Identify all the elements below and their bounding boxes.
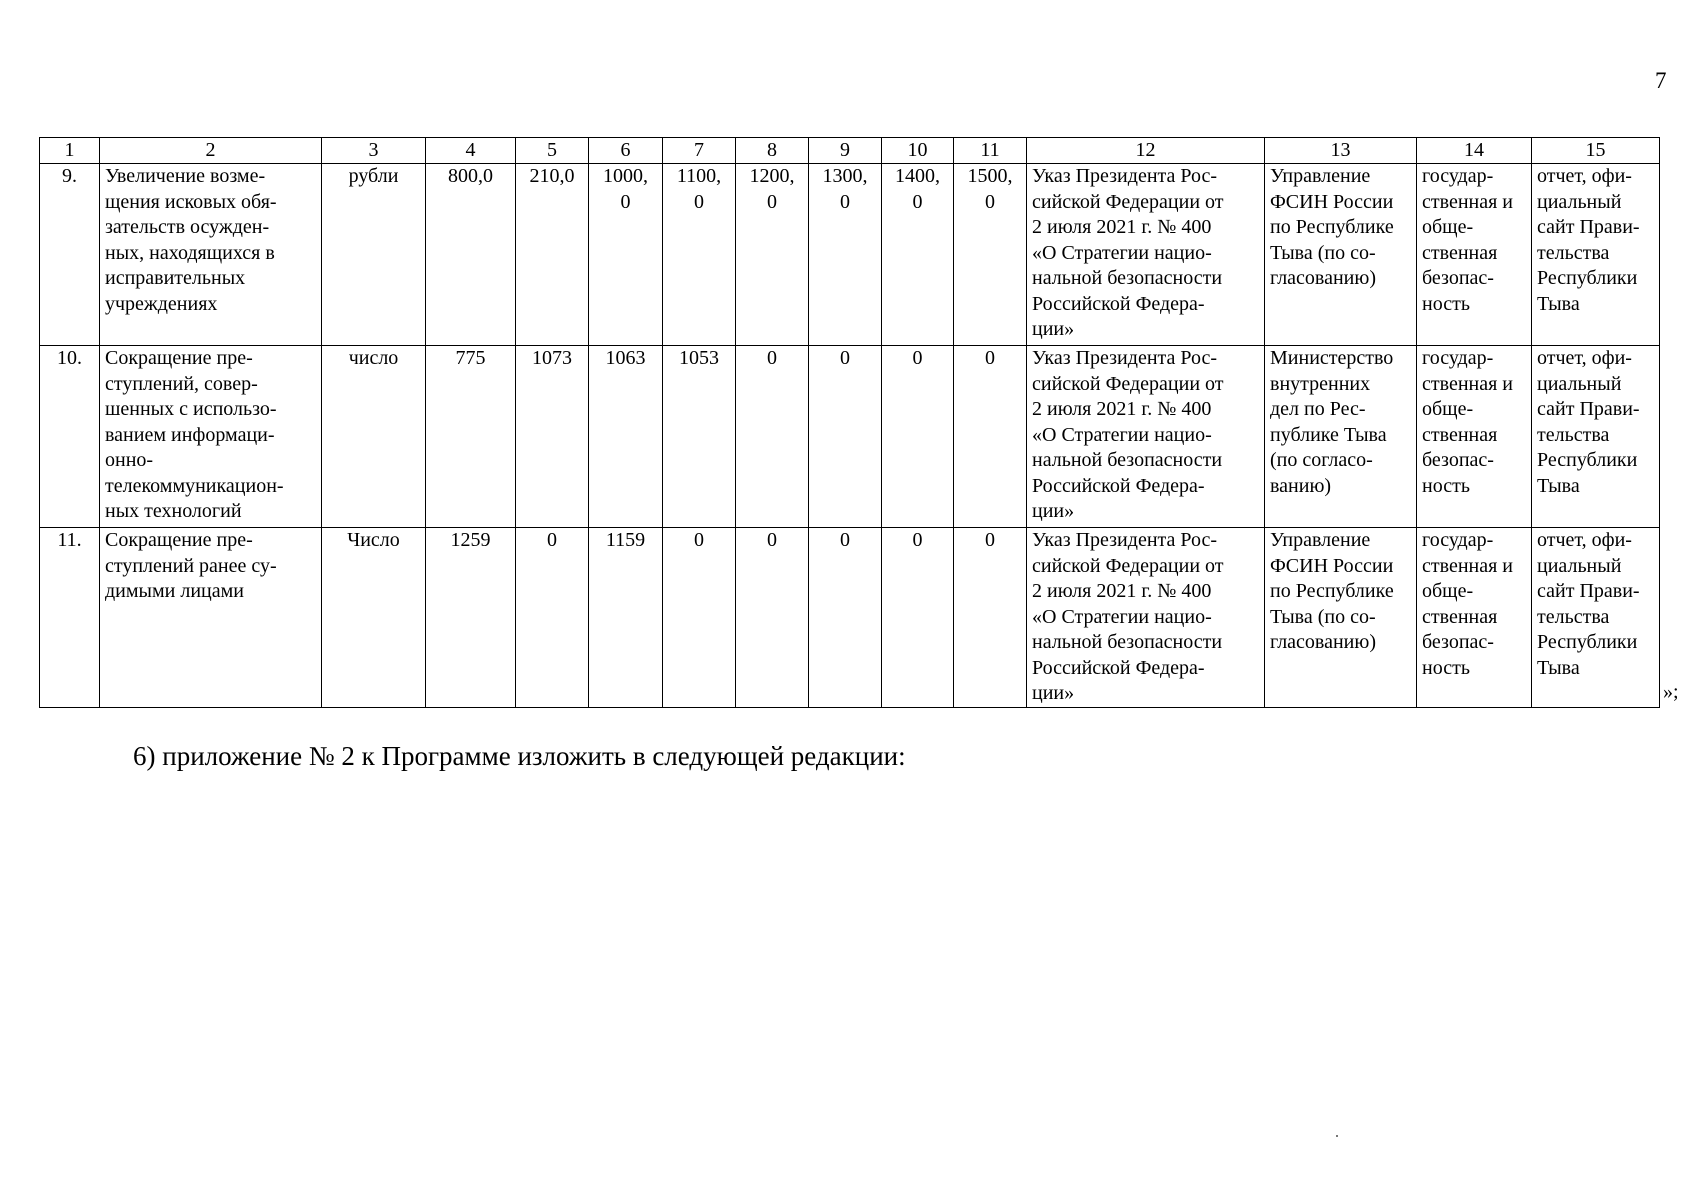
header-cell: 2 bbox=[100, 138, 322, 164]
program-cell-line: безопас- bbox=[1422, 631, 1494, 653]
table-body bbox=[40, 164, 1660, 708]
source-cell-line: Республики bbox=[1537, 449, 1638, 471]
header-cell: 6 bbox=[589, 138, 663, 164]
indicator-cell-line: щения исковых обя- bbox=[105, 190, 277, 213]
header-cell: 1 bbox=[40, 138, 100, 164]
header-cell: 12 bbox=[1027, 138, 1265, 164]
legal-basis-cell-line: ции» bbox=[1032, 500, 1075, 522]
indicator-cell-line: исправительных bbox=[105, 267, 246, 289]
program-cell-line: ность bbox=[1422, 474, 1470, 497]
legal-basis-cell-line: Указ Президента Рос- bbox=[1032, 165, 1218, 187]
legal-basis-cell-line: Указ Президента Рос- bbox=[1032, 529, 1218, 551]
value-cell-line: 1400, bbox=[895, 165, 940, 187]
value-cell-line: 1053 bbox=[679, 347, 719, 369]
value-cell-line: 1100, bbox=[676, 165, 722, 187]
responsible-cell-line: публике Тыва bbox=[1270, 423, 1387, 446]
source-cell-line: отчет, офи- bbox=[1537, 165, 1632, 187]
legal-basis-cell-line: Российской Федера- bbox=[1032, 292, 1205, 315]
source-cell-line: тельства bbox=[1537, 605, 1610, 628]
legal-basis-cell bbox=[1027, 164, 1265, 346]
legal-basis-cell bbox=[1027, 346, 1265, 528]
value-cell bbox=[516, 528, 589, 708]
table-header-row bbox=[40, 138, 1660, 164]
value-cell-line: 0 bbox=[767, 529, 777, 551]
legal-basis-cell-line: «О Стратегии нацио- bbox=[1032, 423, 1212, 446]
header-cell: 15 bbox=[1532, 138, 1660, 164]
header-cell: 5 bbox=[516, 138, 589, 164]
table-row bbox=[40, 528, 1660, 708]
responsible-cell-line: внутренних bbox=[1270, 372, 1371, 395]
indicator-cell-line: ступлений, совер- bbox=[105, 372, 258, 395]
value-cell-line: 0 bbox=[767, 347, 777, 369]
closing-quote: »; bbox=[1663, 681, 1679, 703]
value-cell-line: 800,0 bbox=[448, 165, 493, 187]
value-cell bbox=[954, 164, 1027, 346]
header-cell: 4 bbox=[426, 138, 516, 164]
indicator-cell-line: телекоммуникацион- bbox=[105, 474, 284, 497]
legal-basis-cell-line: Указ Президента Рос- bbox=[1032, 347, 1218, 369]
table-row bbox=[40, 164, 1660, 346]
program-cell-line: ность bbox=[1422, 292, 1470, 315]
value-cell-line: 0 bbox=[547, 529, 557, 551]
indicator-cell bbox=[100, 346, 322, 528]
unit-cell: Число bbox=[322, 528, 426, 708]
source-cell bbox=[1532, 346, 1660, 528]
source-cell-line: тельства bbox=[1537, 423, 1610, 446]
value-cell bbox=[882, 528, 954, 708]
source-cell-line: сайт Прави- bbox=[1537, 398, 1640, 420]
value-cell-line: 0 bbox=[694, 190, 704, 213]
legal-basis-cell-line: «О Стратегии нацио- bbox=[1032, 241, 1212, 264]
indicator-cell-line: ванием информаци- bbox=[105, 423, 275, 446]
indicator-cell-line: Сокращение пре- bbox=[105, 347, 253, 369]
value-cell-line: 0 bbox=[694, 529, 704, 551]
indicator-cell-line: шенных с использо- bbox=[105, 398, 277, 420]
responsible-cell bbox=[1265, 164, 1417, 346]
source-cell-line: отчет, офи- bbox=[1537, 347, 1632, 369]
legal-basis-cell-line: нальной безопасности bbox=[1032, 631, 1223, 653]
value-cell bbox=[736, 346, 809, 528]
value-cell bbox=[882, 164, 954, 346]
value-cell bbox=[663, 164, 736, 346]
responsible-cell-line: Управление bbox=[1270, 529, 1371, 551]
value-cell bbox=[736, 528, 809, 708]
source-cell bbox=[1532, 528, 1660, 708]
header-cell: 7 bbox=[663, 138, 736, 164]
value-cell-line: 0 bbox=[912, 190, 923, 213]
responsible-cell bbox=[1265, 528, 1417, 708]
legal-basis-cell-line: 2 июля 2021 г. № 400 bbox=[1032, 398, 1212, 420]
header-cell: 10 bbox=[882, 138, 954, 164]
legal-basis-cell-line: 2 июля 2021 г. № 400 bbox=[1032, 580, 1212, 602]
responsible-cell-line: гласованию) bbox=[1270, 267, 1376, 289]
value-cell-line: 0 bbox=[912, 347, 923, 369]
value-cell bbox=[954, 528, 1027, 708]
indicator-cell bbox=[100, 528, 322, 708]
value-cell-line: 0 bbox=[840, 190, 850, 213]
value-cell bbox=[663, 528, 736, 708]
value-cell bbox=[736, 164, 809, 346]
row-number-cell: 9. bbox=[40, 164, 100, 346]
source-cell-line: циальный bbox=[1537, 554, 1622, 577]
source-cell-line: циальный bbox=[1537, 190, 1622, 213]
responsible-cell-line: Управление bbox=[1270, 165, 1371, 187]
value-cell bbox=[882, 346, 954, 528]
indicator-cell-line: ных технологий bbox=[105, 500, 242, 522]
indicator-cell-line: ных, находящихся в bbox=[105, 241, 275, 264]
value-cell-line: 1300, bbox=[822, 165, 868, 187]
legal-basis-cell bbox=[1027, 528, 1265, 708]
header-cell: 11 bbox=[954, 138, 1027, 164]
value-cell-line: 0 bbox=[985, 190, 995, 213]
page-number: 7 bbox=[1655, 68, 1667, 93]
program-cell bbox=[1417, 164, 1532, 346]
row-number-cell: 11. bbox=[40, 528, 100, 708]
program-cell-line: безопас- bbox=[1422, 449, 1494, 471]
source-cell-line: Республики bbox=[1537, 631, 1638, 653]
program-cell-line: государ- bbox=[1422, 529, 1494, 551]
unit-cell: число bbox=[322, 346, 426, 528]
program-cell-line: ность bbox=[1422, 656, 1470, 679]
program-cell-line: ственная bbox=[1422, 423, 1498, 446]
responsible-cell-line: ванию) bbox=[1270, 474, 1332, 497]
value-cell bbox=[954, 346, 1027, 528]
responsible-cell-line: по Республике bbox=[1270, 216, 1394, 238]
value-cell-line: 0 bbox=[840, 529, 850, 551]
value-cell bbox=[426, 346, 516, 528]
value-cell-line: 0 bbox=[620, 190, 631, 213]
value-cell-line: 0 bbox=[985, 529, 995, 551]
source-cell-line: Тыва bbox=[1537, 656, 1580, 679]
responsible-cell-line: Тыва (по со- bbox=[1270, 605, 1376, 628]
responsible-cell bbox=[1265, 346, 1417, 528]
legal-basis-cell-line: нальной безопасности bbox=[1032, 449, 1223, 471]
responsible-cell-line: гласованию) bbox=[1270, 631, 1376, 653]
program-cell-line: государ- bbox=[1422, 165, 1494, 187]
value-cell bbox=[809, 164, 882, 346]
value-cell-line: 1063 bbox=[605, 347, 646, 369]
indicator-cell-line: ступлений ранее су- bbox=[105, 554, 277, 577]
source-cell-line: сайт Прави- bbox=[1537, 580, 1640, 602]
value-cell-line: 1259 bbox=[450, 529, 491, 551]
source-cell-line: Тыва bbox=[1537, 474, 1580, 497]
responsible-cell-line: по Республике bbox=[1270, 580, 1394, 602]
value-cell bbox=[426, 164, 516, 346]
value-cell bbox=[516, 164, 589, 346]
responsible-cell-line: дел по Рес- bbox=[1270, 398, 1366, 420]
responsible-cell-line: (по согласо- bbox=[1270, 449, 1373, 471]
responsible-cell-line: ФСИН России bbox=[1270, 554, 1394, 577]
header-cell: 13 bbox=[1265, 138, 1417, 164]
indicator-cell-line: онно- bbox=[105, 449, 154, 471]
value-cell bbox=[663, 346, 736, 528]
responsible-cell-line: Министерство bbox=[1270, 347, 1394, 369]
legal-basis-cell-line: сийской Федерации от bbox=[1032, 190, 1224, 213]
program-cell-line: ственная и bbox=[1422, 554, 1514, 577]
unit-cell: рубли bbox=[322, 164, 426, 346]
value-cell-line: 210,0 bbox=[529, 165, 575, 187]
legal-basis-cell-line: сийской Федерации от bbox=[1032, 554, 1224, 577]
paragraph-text: 6) приложение № 2 к Программе изложить в следующей редакции: bbox=[133, 741, 906, 771]
responsible-cell-line: ФСИН России bbox=[1270, 190, 1394, 213]
value-cell-line: 775 bbox=[455, 347, 486, 369]
value-cell bbox=[589, 528, 663, 708]
value-cell-line: 1500, bbox=[967, 165, 1013, 187]
value-cell-line: 1200, bbox=[749, 165, 795, 187]
value-cell bbox=[809, 528, 882, 708]
source-cell-line: циальный bbox=[1537, 372, 1622, 395]
header-cell: 8 bbox=[736, 138, 809, 164]
legal-basis-cell-line: ции» bbox=[1032, 682, 1075, 704]
responsible-cell-line: Тыва (по со- bbox=[1270, 241, 1376, 264]
indicator-cell-line: зательств осужден- bbox=[105, 216, 270, 238]
indicator-cell-line: Сокращение пре- bbox=[105, 529, 253, 551]
indicator-cell-line: учреждениях bbox=[105, 292, 218, 315]
source-cell-line: сайт Прави- bbox=[1537, 216, 1640, 238]
legal-basis-cell-line: «О Стратегии нацио- bbox=[1032, 605, 1212, 628]
value-cell-line: 0 bbox=[912, 529, 923, 551]
scan-dot-mark bbox=[1336, 1135, 1338, 1137]
indicator-cell bbox=[100, 164, 322, 346]
program-cell-line: безопас- bbox=[1422, 267, 1494, 289]
value-cell bbox=[809, 346, 882, 528]
legal-basis-cell-line: нальной безопасности bbox=[1032, 267, 1223, 289]
source-cell bbox=[1532, 164, 1660, 346]
value-cell bbox=[589, 346, 663, 528]
source-cell-line: Тыва bbox=[1537, 292, 1580, 315]
source-cell-line: отчет, офи- bbox=[1537, 529, 1632, 551]
indicator-cell-line: Увеличение возме- bbox=[105, 165, 266, 187]
program-cell-line: ственная и bbox=[1422, 190, 1514, 213]
value-cell-line: 1159 bbox=[605, 529, 646, 551]
indicator-cell-line: димыми лицами bbox=[105, 580, 244, 602]
row-number-cell: 10. bbox=[40, 346, 100, 528]
program-cell-line: обще- bbox=[1422, 580, 1474, 602]
legal-basis-cell-line: Российской Федера- bbox=[1032, 656, 1205, 679]
program-cell-line: обще- bbox=[1422, 398, 1474, 420]
value-cell-line: 1073 bbox=[532, 347, 572, 369]
program-cell-line: обще- bbox=[1422, 216, 1474, 238]
value-cell-line: 0 bbox=[767, 190, 777, 213]
legal-basis-cell-line: Российской Федера- bbox=[1032, 474, 1205, 497]
program-cell-line: ственная bbox=[1422, 605, 1498, 628]
indicators-table bbox=[39, 137, 1660, 708]
value-cell bbox=[426, 528, 516, 708]
legal-basis-cell-line: ции» bbox=[1032, 318, 1075, 340]
source-cell-line: Республики bbox=[1537, 267, 1638, 289]
program-cell-line: ственная и bbox=[1422, 372, 1514, 395]
header-cell: 14 bbox=[1417, 138, 1532, 164]
program-cell bbox=[1417, 346, 1532, 528]
value-cell bbox=[589, 164, 663, 346]
program-cell-line: государ- bbox=[1422, 347, 1494, 369]
value-cell-line: 0 bbox=[840, 347, 850, 369]
value-cell-line: 0 bbox=[985, 347, 995, 369]
source-cell-line: тельства bbox=[1537, 241, 1610, 264]
program-cell-line: ственная bbox=[1422, 241, 1498, 264]
header-cell: 3 bbox=[322, 138, 426, 164]
legal-basis-cell-line: сийской Федерации от bbox=[1032, 372, 1224, 395]
value-cell bbox=[516, 346, 589, 528]
legal-basis-cell-line: 2 июля 2021 г. № 400 bbox=[1032, 216, 1212, 238]
program-cell bbox=[1417, 528, 1532, 708]
table-row bbox=[40, 346, 1660, 528]
header-cell: 9 bbox=[809, 138, 882, 164]
value-cell-line: 1000, bbox=[603, 165, 648, 187]
